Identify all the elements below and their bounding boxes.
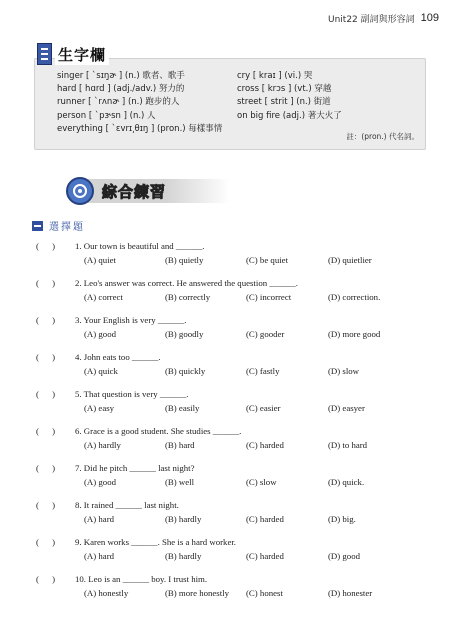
answer-blank[interactable]: ( ) — [36, 426, 56, 436]
question-item — [36, 498, 436, 535]
option-b: (B) goodly — [165, 329, 204, 339]
option-d: (D) quietlier — [328, 255, 372, 265]
vocabulary-item: cross [ krɔs ] (vt.) 穿越 — [237, 84, 332, 95]
question-item — [36, 239, 436, 276]
option-b: (B) more honestly — [165, 588, 230, 598]
option-a: (A) honestly — [84, 588, 129, 598]
option-a: (A) good — [84, 477, 117, 487]
answer-blank[interactable]: ( ) — [36, 537, 56, 547]
section-title-bar — [88, 179, 230, 203]
vocabulary-item: street [ strit ] (n.) 街道 — [237, 97, 331, 108]
unit-label: Unit22 副詞與形容詞 — [328, 14, 415, 25]
question-item — [36, 572, 436, 609]
option-d: (D) slow — [328, 366, 360, 376]
answer-blank[interactable]: ( ) — [36, 241, 56, 251]
option-a: (A) hard — [84, 551, 115, 561]
question-stem: 6. Grace is a good student. She studies ______. — [75, 426, 242, 436]
answer-blank[interactable]: ( ) — [36, 500, 56, 510]
answer-blank[interactable]: ( ) — [36, 315, 56, 325]
option-b: (B) well — [165, 477, 195, 487]
option-a: (A) good — [84, 329, 117, 339]
question-stem: 4. John eats too ______. — [75, 352, 161, 362]
question-list — [36, 239, 436, 609]
answer-blank[interactable]: ( ) — [36, 389, 56, 399]
answer-blank[interactable]: ( ) — [36, 463, 56, 473]
option-b: (B) quickly — [165, 366, 206, 376]
option-b: (B) quietly — [165, 255, 204, 265]
option-a: (A) hardly — [84, 440, 121, 450]
question-stem: 1. Our town is beautiful and ______. — [75, 241, 205, 251]
option-c: (C) honest — [246, 588, 283, 598]
vocabulary-title: 生字欄 — [55, 44, 109, 65]
option-a: (A) quiet — [84, 255, 117, 265]
question-item — [36, 461, 436, 498]
question-stem: 2. Leo's answer was correct. He answered the question ______. — [75, 278, 298, 288]
option-c: (C) harded — [246, 551, 284, 561]
option-c: (C) be quiet — [246, 255, 289, 265]
option-d: (D) easyer — [328, 403, 365, 413]
vocabulary-item: hard [ hɑrd ] (adj./adv.) 努力的 — [57, 84, 185, 95]
section-heading — [66, 177, 230, 205]
question-item — [36, 276, 436, 313]
question-item — [36, 535, 436, 572]
question-item — [36, 350, 436, 387]
option-b: (B) hardly — [165, 514, 202, 524]
vocabulary-right-column — [237, 70, 342, 123]
page-number: 109 — [420, 12, 439, 24]
answer-blank[interactable]: ( ) — [36, 278, 56, 288]
option-c: (C) harded — [246, 440, 284, 450]
answer-blank[interactable]: ( ) — [36, 352, 56, 362]
option-a: (A) easy — [84, 403, 115, 413]
page-header — [328, 8, 439, 28]
question-item — [36, 424, 436, 461]
question-stem: 8. It rained ______ last night. — [75, 500, 179, 510]
notebook-icon — [37, 43, 52, 65]
option-a: (A) hard — [84, 514, 115, 524]
option-d: (D) honester — [328, 588, 373, 598]
option-b: (B) correctly — [165, 292, 211, 302]
option-c: (C) harded — [246, 514, 284, 524]
option-b: (B) hardly — [165, 551, 202, 561]
dash-icon — [32, 221, 43, 231]
question-stem: 7. Did he pitch ______ last night? — [75, 463, 195, 473]
option-c: (C) easier — [246, 403, 281, 413]
option-d: (D) to hard — [328, 440, 368, 450]
vocabulary-left-column — [57, 70, 222, 136]
vocabulary-item: everything [ ˋɛvrɪ͵θɪŋ ] (pron.) 每樣事情 — [57, 123, 223, 134]
part-title: 選擇題 — [49, 222, 85, 233]
question-stem: 3. Your English is very ______. — [75, 315, 187, 325]
answer-blank[interactable]: ( ) — [36, 574, 56, 584]
question-item — [36, 313, 436, 350]
question-stem: 9. Karen works ______. She is a hard worker. — [75, 537, 236, 547]
part-header — [32, 218, 85, 233]
option-c: (C) incorrect — [246, 292, 292, 302]
option-d: (D) correction. — [328, 292, 381, 302]
question-stem: 5. That question is very ______. — [75, 389, 189, 399]
question-item — [36, 387, 436, 424]
option-c: (C) slow — [246, 477, 277, 487]
vocabulary-item: on big fire (adj.) 著大火了 — [237, 110, 342, 121]
option-d: (D) good — [328, 551, 361, 561]
option-d: (D) quick. — [328, 477, 365, 487]
option-d: (D) big. — [328, 514, 356, 524]
vocabulary-item: cry [ kraɪ ] (vi.) 哭 — [237, 71, 313, 81]
vocabulary-item: runner [ ˋrʌnɚ ] (n.) 跑步的人 — [57, 97, 180, 108]
option-d: (D) more good — [328, 329, 381, 339]
question-stem: 10. Leo is an ______ boy. I trust him. — [75, 574, 208, 584]
target-icon — [66, 177, 94, 205]
vocabulary-item: person [ ˋpɝsn ] (n.) 人 — [57, 110, 156, 121]
option-b: (B) hard — [165, 440, 195, 450]
section-title: 綜合練習 — [102, 182, 167, 201]
option-a: (A) correct — [84, 292, 123, 302]
option-b: (B) easily — [165, 403, 200, 413]
vocabulary-tab — [37, 42, 109, 66]
vocabulary-note: 註：(pron.) 代名詞。 — [346, 132, 419, 141]
option-c: (C) fastly — [246, 366, 280, 376]
option-a: (A) quick — [84, 366, 118, 376]
option-c: (C) gooder — [246, 329, 285, 339]
vocabulary-item: singer [ ˋsɪŋɚ ] (n.) 歌者、歌手 — [57, 71, 185, 81]
